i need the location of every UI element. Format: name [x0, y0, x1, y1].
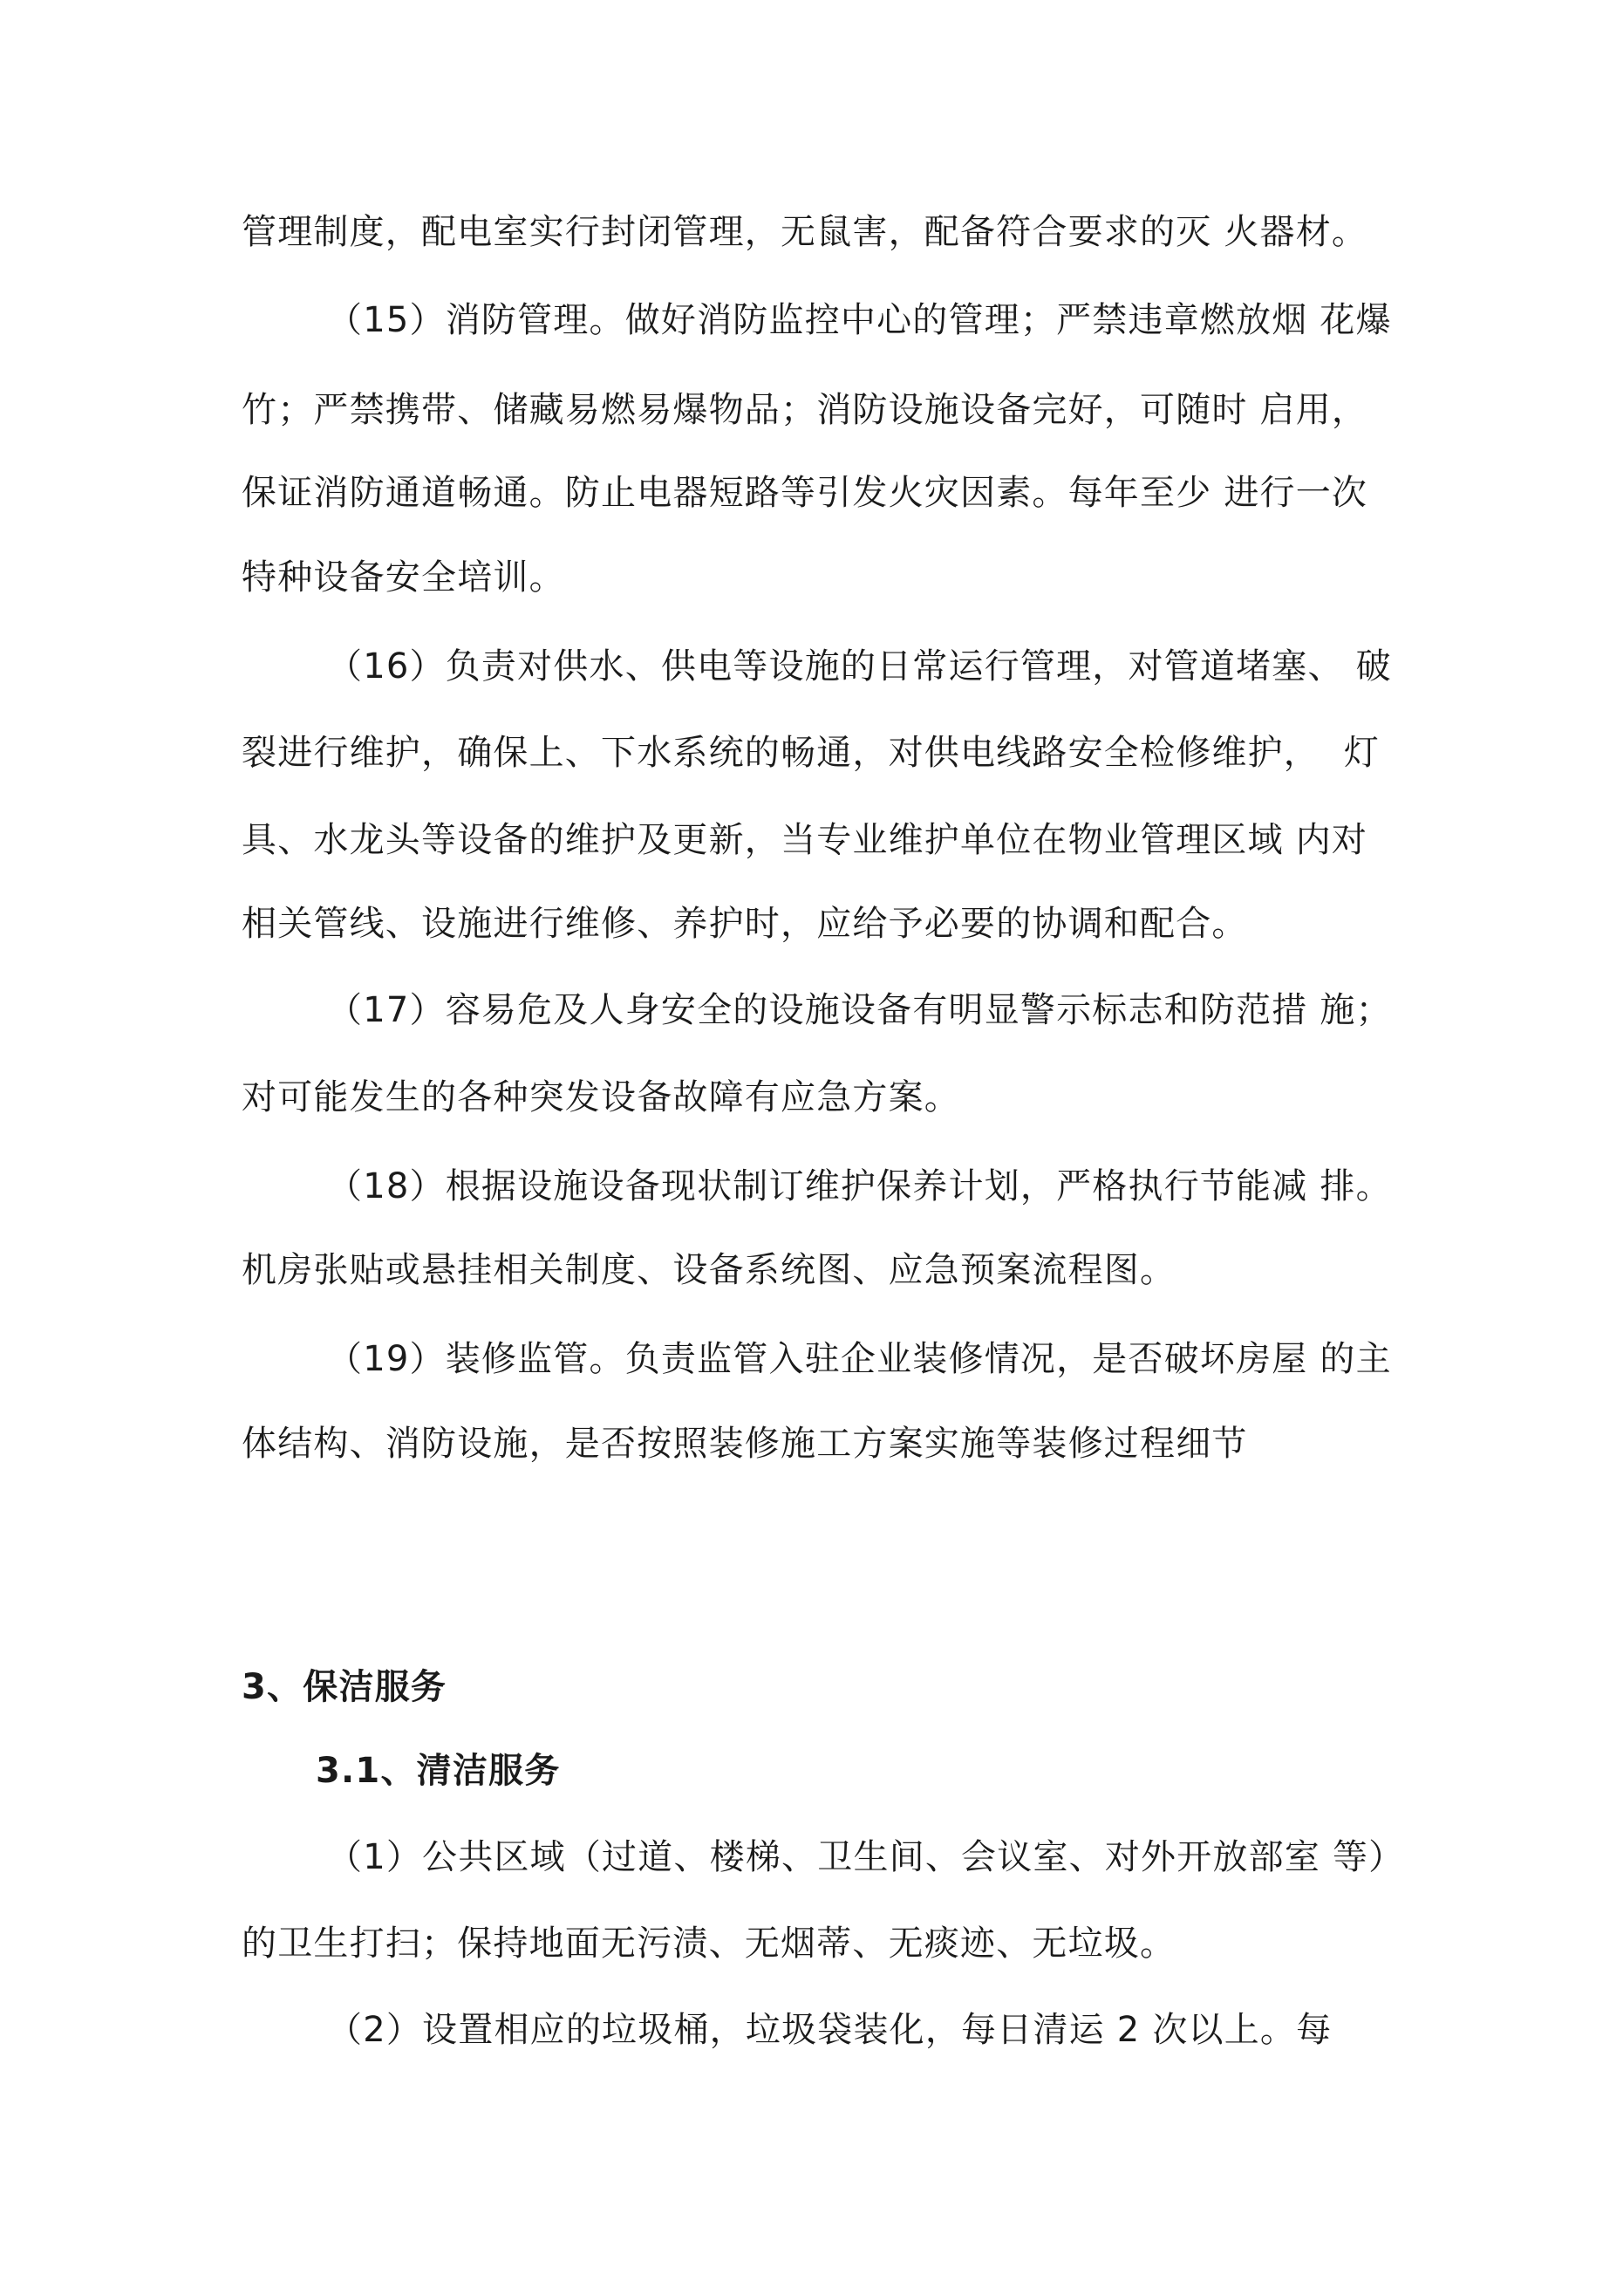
paragraph-line: 管理制度，配电室实行封闭管理，无鼠害，配备符合要求的灭 火器材。: [242, 212, 1368, 252]
paragraph-line: （18）根据设施设备现状制订维护保养计划，严格执行节能减 排。: [327, 1166, 1392, 1206]
paragraph-line: （15）消防管理。做好消防监控中心的管理；严禁违章燃放烟 花爆: [327, 300, 1392, 340]
paragraph-line: 具、水龙头等设备的维护及更新，当专业维护单位在物业管理区域 内对: [242, 820, 1368, 860]
section-heading: 3、保洁服务: [242, 1667, 447, 1707]
paragraph-line: 裂进行维护，确保上、下水系统的畅通，对供电线路安全检修维护， 灯: [242, 733, 1381, 773]
paragraph-line: 特种设备安全培训。: [242, 557, 565, 598]
paragraph-line: 相关管线、设施进行维修、养护时，应给予必要的协调和配合。: [242, 904, 1248, 944]
paragraph-line: （19）装修监管。负责监管入驻企业装修情况，是否破坏房屋 的主: [327, 1339, 1392, 1379]
paragraph-line: 机房张贴或悬挂相关制度、设备系统图、应急预案流程图。: [242, 1250, 1176, 1290]
paragraph-line: （1）公共区域（过道、楼梯、卫生间、会议室、对外开放部室 等）: [327, 1837, 1405, 1877]
paragraph-line: （2）设置相应的垃圾桶，垃圾袋装化，每日清运 2 次以上。每: [327, 2010, 1333, 2050]
paragraph-line: 体结构、消防设施，是否按照装修施工方案实施等装修过程细节: [242, 1424, 1248, 1464]
paragraph-line: 保证消防通道畅通。防止电器短路等引发火灾因素。每年至少 进行一次: [242, 473, 1368, 513]
paragraph-line: 的卫生打扫；保持地面无污渍、无烟蒂、无痰迹、无垃圾。: [242, 1924, 1176, 1964]
subsection-heading: 3.1、清洁服务: [316, 1751, 561, 1791]
paragraph-line: 对可能发生的各种突发设备故障有应急方案。: [242, 1077, 960, 1117]
paragraph-line: 竹；严禁携带、储藏易燃易爆物品；消防设施设备完好，可随时 启用，: [242, 390, 1368, 430]
paragraph-line: （16）负责对供水、供电等设施的日常运行管理，对管道堵塞、 破: [327, 646, 1392, 687]
paragraph-line: （17）容易危及人身安全的设施设备有明显警示标志和防范措 施；: [327, 990, 1392, 1030]
